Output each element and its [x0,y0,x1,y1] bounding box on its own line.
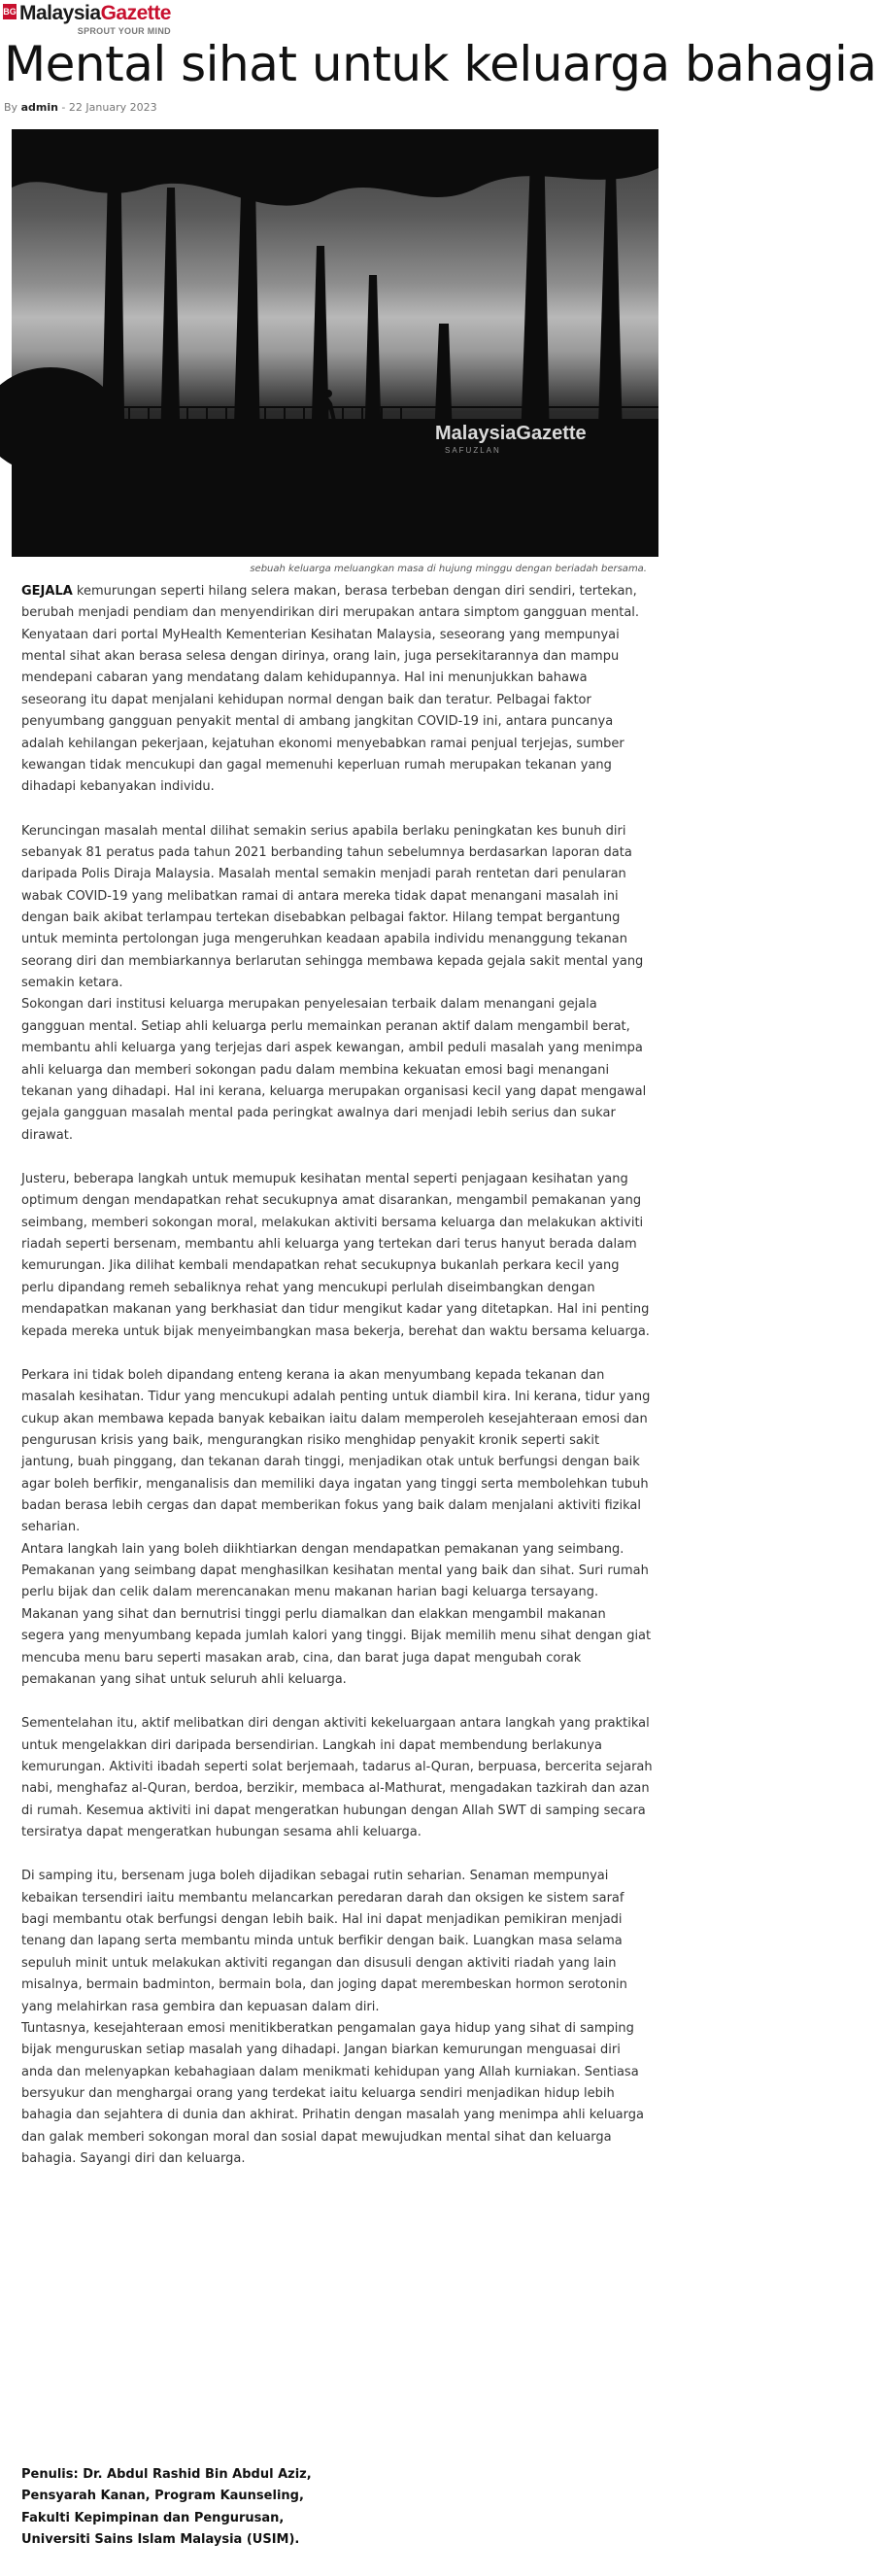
photo-watermark: MalaysiaGazette [435,423,587,444]
author-link[interactable]: admin [20,101,58,114]
publish-date: 22 January 2023 [68,101,157,114]
paragraph: Di samping itu, bersenam juga boleh dijadikan sebagai rutin seharian. Senaman mempunyai kebaikan tersendiri iaitu membantu melancarkan peredaran darah dan oksigen ke sistem saraf bagi membantu otak berfungsi dengan lebih baik. Hal ini dapat menjadikan pemikiran menjadi tenang dan lapang serta membantu minda untuk berfikir dengan baik. Luangkan masa selama sepuluh minit untuk melakukan aktiviti regangan dan disusuli dengan aktiviti riadah yang lain misalnya, bermain badminton, bermain bola, dan joging dapat merembeskan hormon serotonin yang melahirkan rasa gembira dan kepuasan dalam diri. [21,1869,627,2014]
signature-line: Pensyarah Kanan, Program Kaunseling, [21,2489,304,2504]
logo-text-accent: Gazette [100,2,171,24]
byline [4,101,157,114]
featured-image [12,129,658,557]
signature-line: Universiti Sains Islam Malaysia (USIM). [21,2532,300,2548]
paragraph: Justeru, beberapa langkah untuk memupuk kesihatan mental seperti penjagaan kesihatan yang optimum dengan mendapatkan rehat secukupnya amat disarankan, mengambil pemakanan yang seimbang, memberi sokongan moral, melakukan aktiviti bersama keluarga dan melakukan aktiviti riadah seperti bersenam, membantu ahli keluarga yang tertekan dari terus hanyut berada dalam kemurungan. Jika dilihat kembali mendapatkan rehat secukupnya bukanlah perkara kecil yang perlu dipandang remeh sebaliknya rehat yang mencukupi perlulah diseimbangkan dengan mendapatkan makanan yang berkhasiat dan tidur mengikut kadar yang ditetapkan. Hal ini penting kepada mereka untuk bijak menyeimbangkan masa bekerja, berehat dan waktu bersama keluarga. [21,1171,650,1339]
park-silhouette-illustration [12,129,658,557]
photo-watermark-credit: SAFUZLAN [445,446,501,455]
paragraph: Tuntasnya, kesejahteraan emosi menitikberatkan pengamalan gaya hidup yang sihat di samping bijak menguruskan setiap masalah yang dihadapi. Jangan biarkan kemurungan menguasai diri anda dan melenyapkan kebahagiaan dalam menikmati kehidupan yang Allah kurniakan. Sentiasa bersyukur dan menghargai orang yang terdekat iaitu keluarga sendiri menjadikan hidup lebih bahagia dan sejahtera di dunia dan akhirat. Prihatin dengan masalah yang menimpa ahli keluarga dan galak memberi sokongan moral dan sosial dapat mewujudkan mental sihat dan keluarga bahagia. Sayangi diri dan keluarga. [21,2020,644,2167]
byline-prefix: By [4,101,18,114]
signature-line: Penulis: Dr. Abdul Rashid Bin Abdul Aziz, [21,2467,312,2482]
image-caption: sebuah keluarga meluangkan masa di hujung minggu dengan beriadah bersama. [250,564,647,574]
article-title: Mental sihat untuk keluarga bahagia [4,36,877,92]
author-signature [21,2464,653,2551]
paragraph: Perkara ini tidak boleh dipandang enteng kerana ia akan menyumbang kepada tekanan dan masalah kesihatan. Tidur yang mencukupi adalah penting untuk diambil kira. Ini kerana, tidur yang cukup akan membawa kepada banyak kebaikan iaitu dalam memperoleh kesejahteraan emosi dan pengurusan krisis yang baik, mengurangkan risiko menghidap penyakit kronik seperti sakit jantung, buah pinggang, dan tekanan darah tinggi, menjadikan otak untuk berfungsi dengan baik agar boleh berfikir, menganalisis dan memiliki daya ingatan yang tinggi serta membolehkan tubuh badan berasa lebih cergas dan dapat memberikan fokus yang baik dalam menjalani aktiviti fizikal seharian. [21,1367,651,1535]
paragraph: Antara langkah lain yang boleh diikhtiarkan dengan mendapatkan pemakanan yang seimbang. Pemakanan yang seimbang dapat menghasilkan kesihatan mental yang baik dan sihat. Suri rumah perlu bijak dan celik dalam merencanakan menu makanan harian bagi keluarga tersayang. Makanan yang sihat dan bernutrisi tinggi perlu diamalkan dan elakkan mengambil makanan segera yang menyumbang kepada jumlah kalori yang tinggi. Bijak memilih menu sihat dengan giat mencuba menu baru seperti masakan arab, cina, dan barat juga dapat mengubah corak pemakanan yang sihat untuk seluruh ahli keluarga. [21,1541,652,1687]
site-header [0,0,781,39]
paragraph: Sokongan dari institusi keluarga merupakan penyelesaian terbaik dalam menangani gejala gangguan mental. Setiap ahli keluarga perlu memainkan peranan aktif dalam mengambil berat, membantu ahli keluarga yang terjejas dari aspek kewangan, ambil peduli masalah yang menimpa ahli keluarga dan memberi sokongan padu dalam membina kekuatan emosi bagi menangani tekanan yang dihadapi. Hal ini kerana, keluarga merupakan organisasi kecil yang dapat mengawal gejala gangguan masalah mental pada peringkat awalnya dari menjadi lebih serius dan sukar dirawat. [21,997,647,1143]
site-tagline: SPROUT YOUR MIND [77,26,171,36]
paragraph: Keruncingan masalah mental dilihat semakin serius apabila berlaku peningkatan kes bunuh diri sebanyak 81 peratus pada tahun 2021 berbanding tahun sebelumnya berdasarkan laporan data daripada Polis Diraja Malaysia. Masalah mental semakin menjadi parah rentetan dari penularan wabak COVID-19 yang melibatkan ramai di antara mereka tidak dapat menangani masalah ini dengan baik akibat terlampau tertekan disebabkan pelbagai faktor. Hilang tempat bergantung untuk meminta pertolongan juga mengeruhkan keadaan apabila individu menanggung tekanan seorang diri dan membiarkannya berlarutan sehingga membawa kepada gejala sakit mental yang semakin ketara. [21,823,644,991]
paragraph: GEJALA kemurungan seperti hilang selera makan, berasa terbeban dengan diri sendiri, tertekan, berubah menjadi pendiam dan menyendirikan diri merupakan antara simptom gangguan mental. Kenyataan dari portal MyHealth Kementerian Kesihatan Malaysia, seseorang yang mempunyai mental sihat akan berasa selesa dengan dirinya, orang lain, juga persekitarannya dan mampu mendepani cabaran yang mendatang dalam kehidupannya. Hal ini menunjukkan bahawa seseorang itu dapat menjalani kehidupan normal dengan baik dan teratur. Pelbagai faktor penyumbang gangguan penyakit mental di ambang jangkitan COVID-19 ini, antara puncanya adalah kehilangan pekerjaan, kejatuhan ekonomi menyebabkan ramai penjual terjejas, sumber kewangan tidak mencukupi dan gagal memenuhi keperluan rumah merupakan tekanan yang dihadapi kebanyakan individu. [21,584,640,795]
logo-badge-icon: BG [3,4,17,19]
signature-line: Fakulti Kepimpinan dan Pengurusan, [21,2510,285,2525]
logo-text-main: Malaysia [19,2,101,24]
article-body [21,581,653,2170]
paragraph: Sementelahan itu, aktif melibatkan diri dengan aktiviti kekeluargaan antara langkah yang praktikal untuk mengelakkan diri daripada bersendirian. Langkah ini dapat membendung berlakunya kemurungan. Aktiviti ibadah seperti solat berjemaah, tadarus al-Quran, berpuasa, bercerita sejarah nabi, menghafaz al-Quran, berdoa, berzikir, membaca al-Mathurat, mengadakan tazkirah dan azan di rumah. Kesemua aktiviti ini dapat mengeratkan hubungan dengan Allah SWT di samping secara tersiratya dapat mengeratkan hubungan sesama ahli keluarga. [21,1716,653,1840]
lead-word: GEJALA [21,584,73,599]
byline-separator: - [57,101,69,114]
site-logo[interactable] [3,2,171,35]
